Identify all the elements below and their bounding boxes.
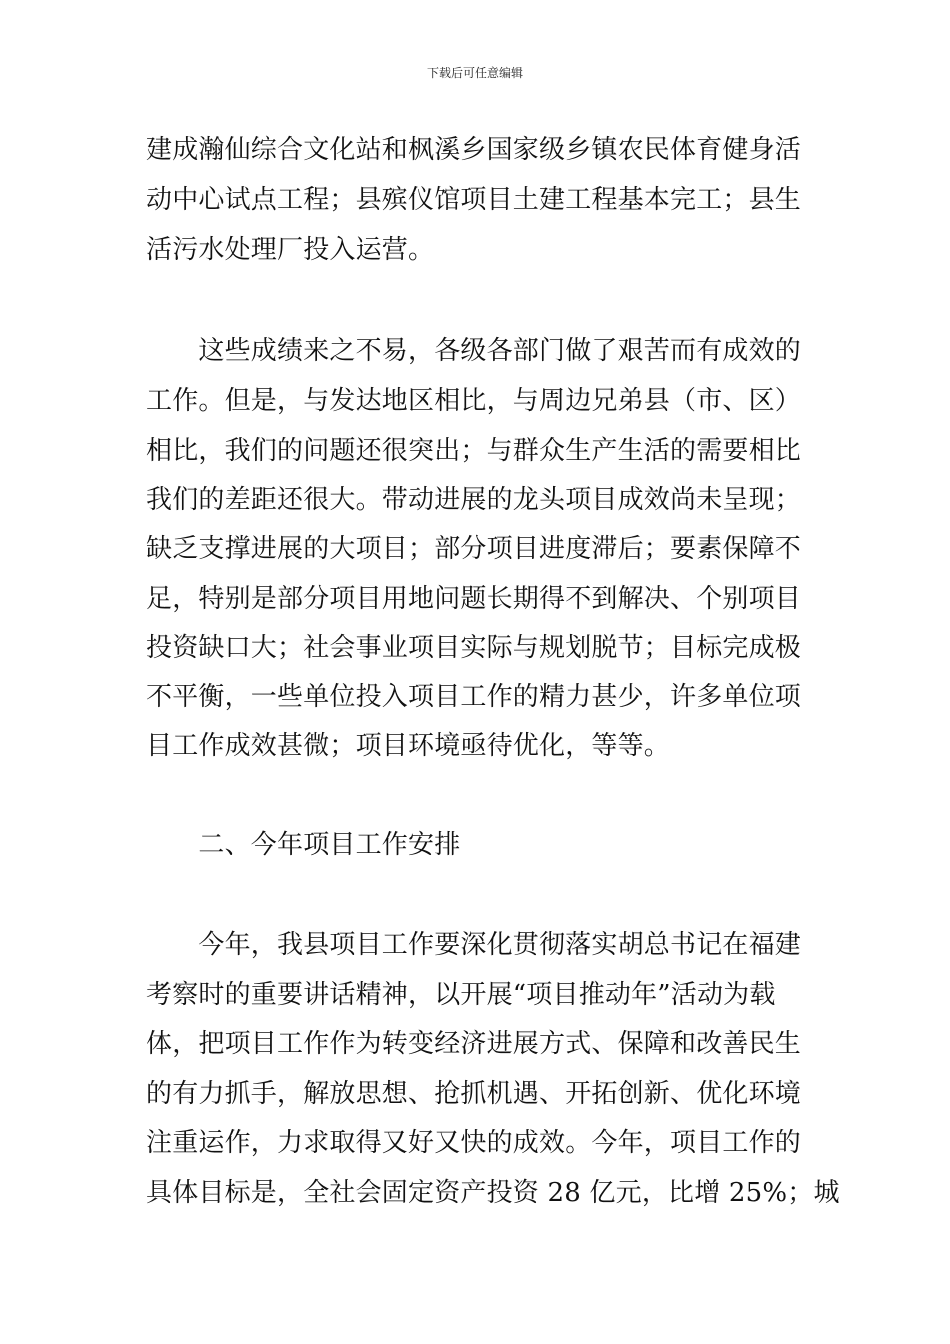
text-line: 不平衡，一些单位投入项目工作的精力甚少，许多单位项 (146, 682, 802, 712)
text-line: 这些成绩来之不易，各级各部门做了艰苦而有成效的 (146, 336, 802, 366)
text-line: 工作。但是，与发达地区相比，与周边兄弟县（市、区） (146, 386, 802, 416)
text-line: 今年，我县项目工作要深化贯彻落实胡总书记在福建 (146, 930, 802, 960)
text-line: 具体目标是，全社会固定资产投资 28 亿元，比增 25%；城 (146, 1178, 840, 1208)
text-line: 动中心试点工程；县殡仪馆项目土建工程基本完工；县生 (146, 185, 802, 215)
text-line: 体，把项目工作作为转变经济进展方式、保障和改善民生 (146, 1029, 802, 1059)
section-heading: 二、今年项目工作安排 (146, 830, 461, 860)
text-line: 考察时的重要讲话精神，以开展“项目推动年”活动为载 (146, 980, 776, 1010)
text-line: 缺乏支撑进展的大项目；部分项目进度滞后；要素保障不 (146, 534, 802, 564)
text-line: 目工作成效甚微；项目环境亟待优化，等等。 (146, 731, 671, 761)
text-line: 注重运作，力求取得又好又快的成效。今年，项目工作的 (146, 1128, 802, 1158)
text-line: 活污水处理厂投入运营。 (146, 235, 435, 265)
text-line: 建成瀚仙综合文化站和枫溪乡国家级乡镇农民体育健身活 (146, 135, 802, 165)
page-header: 下载后可任意编辑 (426, 66, 523, 80)
text-line: 相比，我们的问题还很突出；与群众生产生活的需要相比 (146, 436, 802, 466)
text-line: 我们的差距还很大。带动进展的龙头项目成效尚未呈现； (146, 485, 802, 515)
text-line: 的有力抓手，解放思想、抢抓机遇、开拓创新、优化环境 (146, 1079, 802, 1109)
text-line: 投资缺口大；社会事业项目实际与规划脱节；目标完成极 (146, 633, 802, 663)
text-line: 足，特别是部分项目用地问题长期得不到解决、个别项目 (146, 584, 802, 614)
